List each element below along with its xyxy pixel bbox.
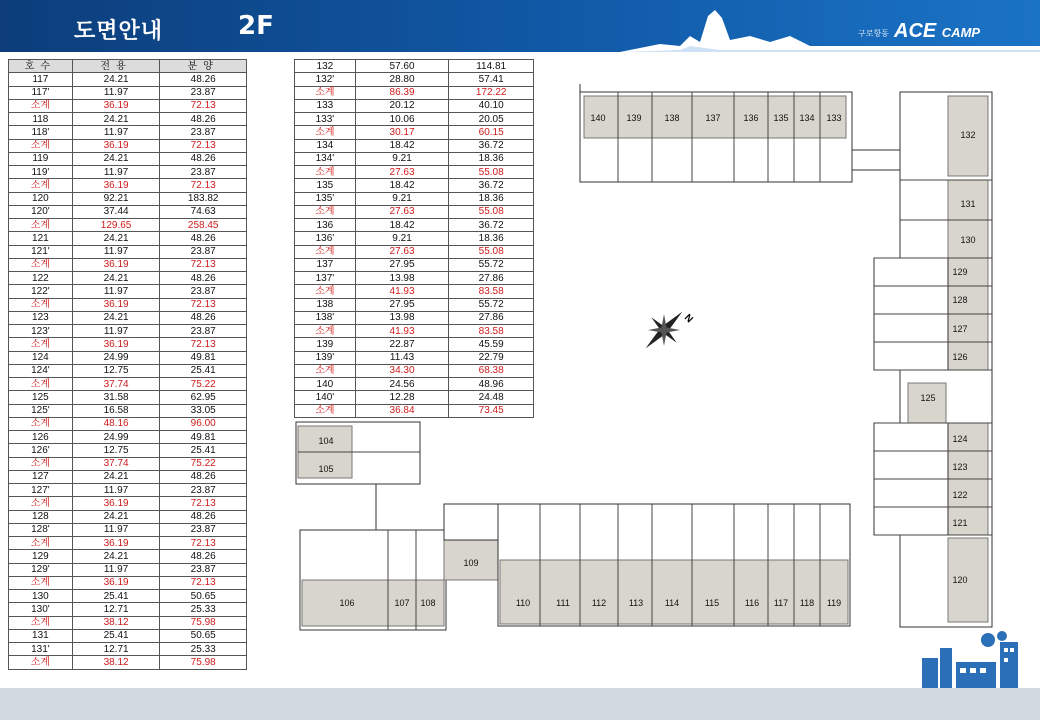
sale-area-cell: 48.96 xyxy=(449,378,534,391)
brand-name: ACE xyxy=(894,20,937,42)
unit-cell: 121 xyxy=(9,232,73,245)
sale-area-cell: 72.13 xyxy=(160,179,247,192)
exclusive-area-cell: 48.16 xyxy=(72,417,160,430)
exclusive-area-cell: 38.12 xyxy=(72,616,160,629)
sale-area-cell: 48.26 xyxy=(160,113,247,126)
unit-label: 132 xyxy=(960,130,976,140)
compass-icon xyxy=(643,309,695,351)
unit-cell: 138 xyxy=(295,298,356,311)
sale-area-cell: 24.48 xyxy=(449,391,534,404)
unit-cell: 121' xyxy=(9,245,73,258)
sale-area-cell: 50.65 xyxy=(160,590,247,603)
unit-label: 113 xyxy=(628,598,644,608)
sale-area-cell: 75.98 xyxy=(160,616,247,629)
exclusive-area-cell: 11.97 xyxy=(72,325,160,338)
unit-label: 120 xyxy=(952,575,968,585)
unit-cell: 소계 xyxy=(295,86,356,99)
sale-area-cell: 72.13 xyxy=(160,258,247,271)
unit-label: 124 xyxy=(952,434,968,444)
sale-area-cell: 18.36 xyxy=(449,192,534,205)
exclusive-area-cell: 92.21 xyxy=(72,192,160,205)
unit-cell: 120' xyxy=(9,205,73,218)
unit-cell: 136 xyxy=(295,219,356,232)
unit-label: 139 xyxy=(626,113,642,123)
unit-cell: 128 xyxy=(9,510,73,523)
unit-cell: 소계 xyxy=(9,139,73,152)
unit-label: 117 xyxy=(773,598,789,608)
sale-area-cell: 83.58 xyxy=(449,325,534,338)
exclusive-area-cell: 28.80 xyxy=(355,73,449,86)
unit-cell: 120 xyxy=(9,192,73,205)
unit-label: 137 xyxy=(705,113,721,123)
exclusive-area-cell: 30.17 xyxy=(355,126,449,139)
unit-cell: 129' xyxy=(9,563,73,576)
exclusive-area-cell: 11.97 xyxy=(72,484,160,497)
unit-cell: 소계 xyxy=(9,497,73,510)
exclusive-area-cell: 31.58 xyxy=(72,391,160,404)
sale-area-cell: 50.65 xyxy=(160,629,247,642)
unit-cell: 소계 xyxy=(9,338,73,351)
exclusive-area-cell: 12.75 xyxy=(72,364,160,377)
exclusive-area-cell: 9.21 xyxy=(355,232,449,245)
unit-cell: 소계 xyxy=(9,99,73,112)
unit-cell: 소계 xyxy=(295,205,356,218)
exclusive-area-cell: 12.28 xyxy=(355,391,449,404)
sale-area-cell: 22.79 xyxy=(449,351,534,364)
unit-label: 127 xyxy=(952,324,968,334)
sale-area-cell: 23.87 xyxy=(160,285,247,298)
unit-cell: 소계 xyxy=(9,258,73,271)
unit-label: 108 xyxy=(420,598,436,608)
sale-area-cell: 18.36 xyxy=(449,232,534,245)
unit-cell: 소계 xyxy=(9,378,73,391)
unit-label: 109 xyxy=(463,558,479,568)
exclusive-area-cell: 25.41 xyxy=(72,629,160,642)
exclusive-area-cell: 24.21 xyxy=(72,113,160,126)
exclusive-area-cell: 11.97 xyxy=(72,563,160,576)
exclusive-area-cell: 36.19 xyxy=(72,258,160,271)
exclusive-area-cell: 18.42 xyxy=(355,139,449,152)
unit-cell: 133' xyxy=(295,113,356,126)
exclusive-area-cell: 41.93 xyxy=(355,325,449,338)
exclusive-area-cell: 57.60 xyxy=(355,60,449,73)
exclusive-area-cell: 13.98 xyxy=(355,311,449,324)
sale-area-cell: 55.08 xyxy=(449,205,534,218)
sale-area-cell: 20.05 xyxy=(449,113,534,126)
exclusive-area-cell: 24.99 xyxy=(72,351,160,364)
exclusive-area-cell: 36.19 xyxy=(72,497,160,510)
unit-cell: 122' xyxy=(9,285,73,298)
unit-label: 121 xyxy=(952,518,968,528)
floor-label: 2F xyxy=(238,11,274,41)
exclusive-area-cell: 11.97 xyxy=(72,523,160,536)
sale-area-cell: 27.86 xyxy=(449,311,534,324)
unit-cell: 139' xyxy=(295,351,356,364)
unit-cell: 소계 xyxy=(295,245,356,258)
unit-cell: 131 xyxy=(9,629,73,642)
unit-cell: 119' xyxy=(9,166,73,179)
unit-label: 114 xyxy=(664,598,680,608)
footer-bar xyxy=(0,688,1040,720)
exclusive-area-cell: 24.21 xyxy=(72,510,160,523)
unit-cell: 119 xyxy=(9,152,73,165)
sale-area-cell: 72.13 xyxy=(160,497,247,510)
sale-area-cell: 36.72 xyxy=(449,179,534,192)
unit-cell: 124' xyxy=(9,364,73,377)
exclusive-area-cell: 12.71 xyxy=(72,603,160,616)
unit-label: 128 xyxy=(952,295,968,305)
unit-cell: 117 xyxy=(9,73,73,86)
sale-area-cell: 45.59 xyxy=(449,338,534,351)
sale-area-cell: 23.87 xyxy=(160,325,247,338)
sale-area-cell: 75.22 xyxy=(160,378,247,391)
exclusive-area-cell: 37.74 xyxy=(72,378,160,391)
exclusive-area-cell: 10.06 xyxy=(355,113,449,126)
exclusive-area-cell: 34.30 xyxy=(355,364,449,377)
sale-area-cell: 96.00 xyxy=(160,417,247,430)
unit-cell: 소계 xyxy=(295,325,356,338)
exclusive-area-cell: 18.42 xyxy=(355,179,449,192)
sale-area-cell: 57.41 xyxy=(449,73,534,86)
unit-cell: 132' xyxy=(295,73,356,86)
exclusive-area-cell: 25.41 xyxy=(72,590,160,603)
exclusive-area-cell: 129.65 xyxy=(72,219,160,232)
sale-area-cell: 72.13 xyxy=(160,139,247,152)
exclusive-area-cell: 36.19 xyxy=(72,139,160,152)
sale-area-cell: 114.81 xyxy=(449,60,534,73)
exclusive-area-cell: 9.21 xyxy=(355,152,449,165)
exclusive-area-cell: 24.56 xyxy=(355,378,449,391)
unit-cell: 123 xyxy=(9,311,73,324)
exclusive-area-cell: 12.75 xyxy=(72,444,160,457)
unit-label: 112 xyxy=(591,598,607,608)
unit-label: 123 xyxy=(952,462,968,472)
sale-area-cell: 23.87 xyxy=(160,126,247,139)
exclusive-area-cell: 36.19 xyxy=(72,537,160,550)
sale-area-cell: 48.26 xyxy=(160,550,247,563)
unit-cell: 137' xyxy=(295,272,356,285)
unit-label: 110 xyxy=(515,598,531,608)
sale-area-cell: 72.13 xyxy=(160,338,247,351)
unit-cell: 소계 xyxy=(9,179,73,192)
unit-label: 118 xyxy=(799,598,815,608)
exclusive-area-cell: 27.63 xyxy=(355,245,449,258)
exclusive-area-cell: 16.58 xyxy=(72,404,160,417)
sale-area-cell: 23.87 xyxy=(160,484,247,497)
sale-area-cell: 73.45 xyxy=(449,404,534,417)
unit-label: 105 xyxy=(318,464,334,474)
exclusive-area-cell: 24.21 xyxy=(72,550,160,563)
unit-cell: 131' xyxy=(9,643,73,656)
compass-label: N xyxy=(681,312,695,326)
unit-cell: 소계 xyxy=(295,404,356,417)
unit-cell: 117' xyxy=(9,86,73,99)
unit-cell: 소계 xyxy=(9,537,73,550)
sale-area-cell: 48.26 xyxy=(160,510,247,523)
sale-area-cell: 27.86 xyxy=(449,272,534,285)
unit-cell: 125' xyxy=(9,404,73,417)
sale-area-cell: 48.26 xyxy=(160,470,247,483)
unit-label: 111 xyxy=(556,598,570,608)
sale-area-cell: 25.33 xyxy=(160,603,247,616)
exclusive-area-cell: 22.87 xyxy=(355,338,449,351)
unit-label: 140 xyxy=(590,113,606,123)
unit-cell: 소계 xyxy=(9,576,73,589)
unit-cell: 135 xyxy=(295,179,356,192)
exclusive-area-cell: 24.21 xyxy=(72,152,160,165)
unit-label: 119 xyxy=(826,598,842,608)
unit-cell: 소계 xyxy=(9,219,73,232)
city-building-icon xyxy=(916,630,1036,690)
unit-label: 122 xyxy=(952,490,968,500)
sale-area-cell: 72.13 xyxy=(160,298,247,311)
sale-area-cell: 36.72 xyxy=(449,139,534,152)
exclusive-area-cell: 11.97 xyxy=(72,285,160,298)
sale-area-cell: 72.13 xyxy=(160,576,247,589)
unit-cell: 118 xyxy=(9,113,73,126)
exclusive-area-cell: 11.97 xyxy=(72,245,160,258)
sale-area-cell: 183.82 xyxy=(160,192,247,205)
sale-area-cell: 48.26 xyxy=(160,232,247,245)
exclusive-area-cell: 86.39 xyxy=(355,86,449,99)
sale-area-cell: 48.26 xyxy=(160,73,247,86)
exclusive-area-cell: 36.19 xyxy=(72,338,160,351)
sale-area-cell: 72.13 xyxy=(160,99,247,112)
sale-area-cell: 55.72 xyxy=(449,298,534,311)
unit-cell: 소계 xyxy=(9,656,73,669)
unit-cell: 127 xyxy=(9,470,73,483)
unit-cell: 140' xyxy=(295,391,356,404)
sale-area-cell: 23.87 xyxy=(160,523,247,536)
unit-cell: 130' xyxy=(9,603,73,616)
exclusive-area-cell: 27.63 xyxy=(355,205,449,218)
exclusive-area-cell: 36.84 xyxy=(355,404,449,417)
unit-label: 115 xyxy=(704,598,720,608)
unit-cell: 소계 xyxy=(9,616,73,629)
unit-cell: 135' xyxy=(295,192,356,205)
unit-label: 107 xyxy=(394,598,410,608)
sale-area-cell: 48.26 xyxy=(160,152,247,165)
sale-area-cell: 36.72 xyxy=(449,219,534,232)
unit-cell: 129 xyxy=(9,550,73,563)
unit-label: 104 xyxy=(318,436,334,446)
unit-cell: 140 xyxy=(295,378,356,391)
unit-label: 133 xyxy=(826,113,842,123)
exclusive-area-cell: 38.12 xyxy=(72,656,160,669)
sale-area-cell: 49.81 xyxy=(160,431,247,444)
unit-cell: 133 xyxy=(295,99,356,112)
header-exclusive: 전용 xyxy=(72,60,160,73)
unit-cell: 130 xyxy=(9,590,73,603)
sale-area-cell: 49.81 xyxy=(160,351,247,364)
sale-area-cell: 25.41 xyxy=(160,444,247,457)
unit-cell: 134 xyxy=(295,139,356,152)
sale-area-cell: 55.72 xyxy=(449,258,534,271)
exclusive-area-cell: 18.42 xyxy=(355,219,449,232)
unit-cell: 123' xyxy=(9,325,73,338)
unit-cell: 소계 xyxy=(295,364,356,377)
exclusive-area-cell: 24.99 xyxy=(72,431,160,444)
exclusive-area-cell: 11.43 xyxy=(355,351,449,364)
unit-cell: 126 xyxy=(9,431,73,444)
unit-label: 130 xyxy=(960,235,976,245)
sale-area-cell: 74.63 xyxy=(160,205,247,218)
exclusive-area-cell: 24.21 xyxy=(72,311,160,324)
unit-label: 116 xyxy=(744,598,760,608)
unit-label: 126 xyxy=(952,352,968,362)
unit-label: 136 xyxy=(743,113,759,123)
exclusive-area-cell: 9.21 xyxy=(355,192,449,205)
sale-area-cell: 72.13 xyxy=(160,537,247,550)
sale-area-cell: 40.10 xyxy=(449,99,534,112)
unit-cell: 134' xyxy=(295,152,356,165)
header-sale: 분양 xyxy=(160,60,247,73)
unit-label: 135 xyxy=(773,113,789,123)
unit-cell: 118' xyxy=(9,126,73,139)
exclusive-area-cell: 12.71 xyxy=(72,643,160,656)
unit-cell: 132 xyxy=(295,60,356,73)
exclusive-area-cell: 13.98 xyxy=(355,272,449,285)
exclusive-area-cell: 36.19 xyxy=(72,99,160,112)
sale-area-cell: 258.45 xyxy=(160,219,247,232)
exclusive-area-cell: 27.95 xyxy=(355,258,449,271)
exclusive-area-cell: 36.19 xyxy=(72,298,160,311)
unit-cell: 소계 xyxy=(295,126,356,139)
unit-cell: 139 xyxy=(295,338,356,351)
unit-cell: 127' xyxy=(9,484,73,497)
brand-location: 구로항동 xyxy=(858,29,889,38)
sale-area-cell: 62.95 xyxy=(160,391,247,404)
exclusive-area-cell: 11.97 xyxy=(72,166,160,179)
unit-cell: 소계 xyxy=(295,285,356,298)
sale-area-cell: 83.58 xyxy=(449,285,534,298)
sale-area-cell: 33.05 xyxy=(160,404,247,417)
unit-label: 125 xyxy=(920,393,936,403)
unit-cell: 128' xyxy=(9,523,73,536)
unit-cell: 126' xyxy=(9,444,73,457)
unit-cell: 소계 xyxy=(9,457,73,470)
brand-name-camp: CAMP xyxy=(941,25,981,40)
exclusive-area-cell: 24.21 xyxy=(72,470,160,483)
exclusive-area-cell: 24.21 xyxy=(72,272,160,285)
sale-area-cell: 75.98 xyxy=(160,656,247,669)
exclusive-area-cell: 27.63 xyxy=(355,166,449,179)
exclusive-area-cell: 20.12 xyxy=(355,99,449,112)
exclusive-area-cell: 36.19 xyxy=(72,179,160,192)
exclusive-area-cell: 37.44 xyxy=(72,205,160,218)
unit-cell: 소계 xyxy=(295,166,356,179)
plan-structure xyxy=(296,84,992,630)
sale-area-cell: 23.87 xyxy=(160,86,247,99)
unit-label: 138 xyxy=(664,113,680,123)
sale-area-cell: 23.87 xyxy=(160,245,247,258)
exclusive-area-cell: 11.97 xyxy=(72,86,160,99)
sale-area-cell: 55.08 xyxy=(449,166,534,179)
unit-cell: 122 xyxy=(9,272,73,285)
unit-cell: 137 xyxy=(295,258,356,271)
unit-cell: 124 xyxy=(9,351,73,364)
exclusive-area-cell: 41.93 xyxy=(355,285,449,298)
exclusive-area-cell: 24.21 xyxy=(72,232,160,245)
exclusive-area-cell: 11.97 xyxy=(72,126,160,139)
page-title: 도면안내 xyxy=(74,19,164,44)
sale-area-cell: 68.38 xyxy=(449,364,534,377)
unit-label: 131 xyxy=(960,199,976,209)
unit-label: 129 xyxy=(952,267,968,277)
sale-area-cell: 25.33 xyxy=(160,643,247,656)
exclusive-area-cell: 24.21 xyxy=(72,73,160,86)
sale-area-cell: 23.87 xyxy=(160,166,247,179)
unit-cell: 138' xyxy=(295,311,356,324)
unit-cell: 136' xyxy=(295,232,356,245)
sale-area-cell: 172.22 xyxy=(449,86,534,99)
unit-label: 134 xyxy=(799,113,815,123)
header-unit: 호수 xyxy=(9,60,73,73)
unit-label: 106 xyxy=(339,598,355,608)
sale-area-cell: 18.36 xyxy=(449,152,534,165)
unit-cell: 소계 xyxy=(9,298,73,311)
sale-area-cell: 60.15 xyxy=(449,126,534,139)
sale-area-cell: 48.26 xyxy=(160,311,247,324)
exclusive-area-cell: 37.74 xyxy=(72,457,160,470)
sale-area-cell: 75.22 xyxy=(160,457,247,470)
sale-area-cell: 48.26 xyxy=(160,272,247,285)
sale-area-cell: 23.87 xyxy=(160,563,247,576)
exclusive-area-cell: 36.19 xyxy=(72,576,160,589)
sale-area-cell: 55.08 xyxy=(449,245,534,258)
unit-cell: 125 xyxy=(9,391,73,404)
sale-area-cell: 25.41 xyxy=(160,364,247,377)
unit-cell: 소계 xyxy=(9,417,73,430)
exclusive-area-cell: 27.95 xyxy=(355,298,449,311)
